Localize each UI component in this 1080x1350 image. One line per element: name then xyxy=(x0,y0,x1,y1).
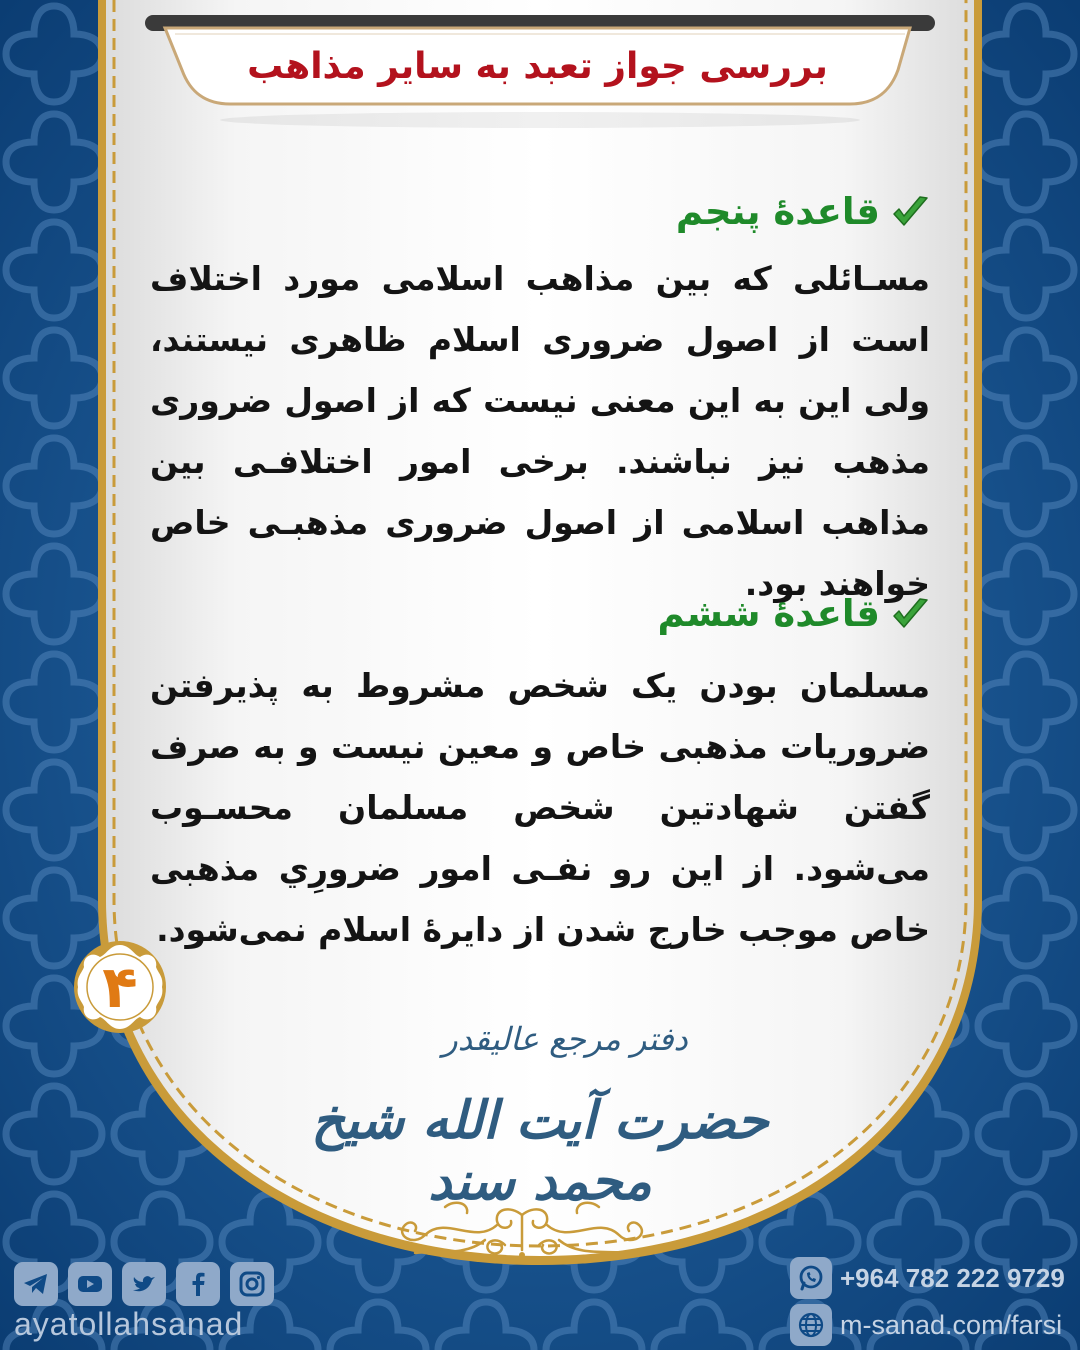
checkmark-icon xyxy=(890,194,930,230)
social-icons xyxy=(14,1262,274,1306)
section-heading-text: قاعدۀ پنجم xyxy=(675,190,880,233)
section-heading-text: قاعدۀ ششم xyxy=(657,592,880,635)
phone-contact[interactable] xyxy=(790,1257,1065,1299)
twitter-icon[interactable] xyxy=(122,1262,166,1306)
page-number: ۴ xyxy=(102,953,138,1021)
logo-line-2: حضرت آیت الله شیخ محمد سند xyxy=(311,1090,769,1212)
globe-icon xyxy=(790,1304,832,1346)
section-heading-5 xyxy=(676,190,930,233)
whatsapp-icon xyxy=(790,1257,832,1299)
gold-ornament-icon xyxy=(385,1195,660,1265)
website-contact[interactable] xyxy=(790,1304,1062,1346)
facebook-icon[interactable] xyxy=(176,1262,220,1306)
section-heading-6 xyxy=(657,592,930,635)
section-body-5: مسـائلی که بین مذاهب اسلامی مورد اختلاف است از اصول ضروری اسلام ظاهری نیستند، ولی این به این معنی نیست که از اصول ضروری مذهب نیز نباشند. برخی امور اختلافـی بین مذاهب اسلامی از اصول ضروری مذهبـی خاص خواهند بود. xyxy=(150,259,930,603)
youtube-icon[interactable] xyxy=(68,1262,112,1306)
section-body-6: مسلمان بودن یک شخص مشروط به پذیرفتن ضروریات مذهبی خاص و معین نیست و به صرف گفتن شهادتین شخص مسلمان محسـوب می‌شود. از این رو نفـی امور ضرورِي مذهبی خاص موجب خارج شدن از دایرۀ اسلام نمی‌شود. xyxy=(150,666,930,949)
checkmark-icon xyxy=(890,596,930,632)
logo-line-1: دفتر مرجع عالیقدر xyxy=(442,1020,688,1058)
page-title: بررسی جواز تعبد به سایر مذاهب xyxy=(247,45,828,87)
telegram-icon[interactable] xyxy=(14,1262,58,1306)
instagram-icon[interactable] xyxy=(230,1262,274,1306)
title-banner xyxy=(165,28,910,104)
phone-number: +964 782 222 9729 xyxy=(840,1262,1065,1293)
website-url: m-sanad.com/farsi xyxy=(840,1309,1063,1340)
social-handle[interactable]: ayatollahsanad xyxy=(14,1306,244,1342)
